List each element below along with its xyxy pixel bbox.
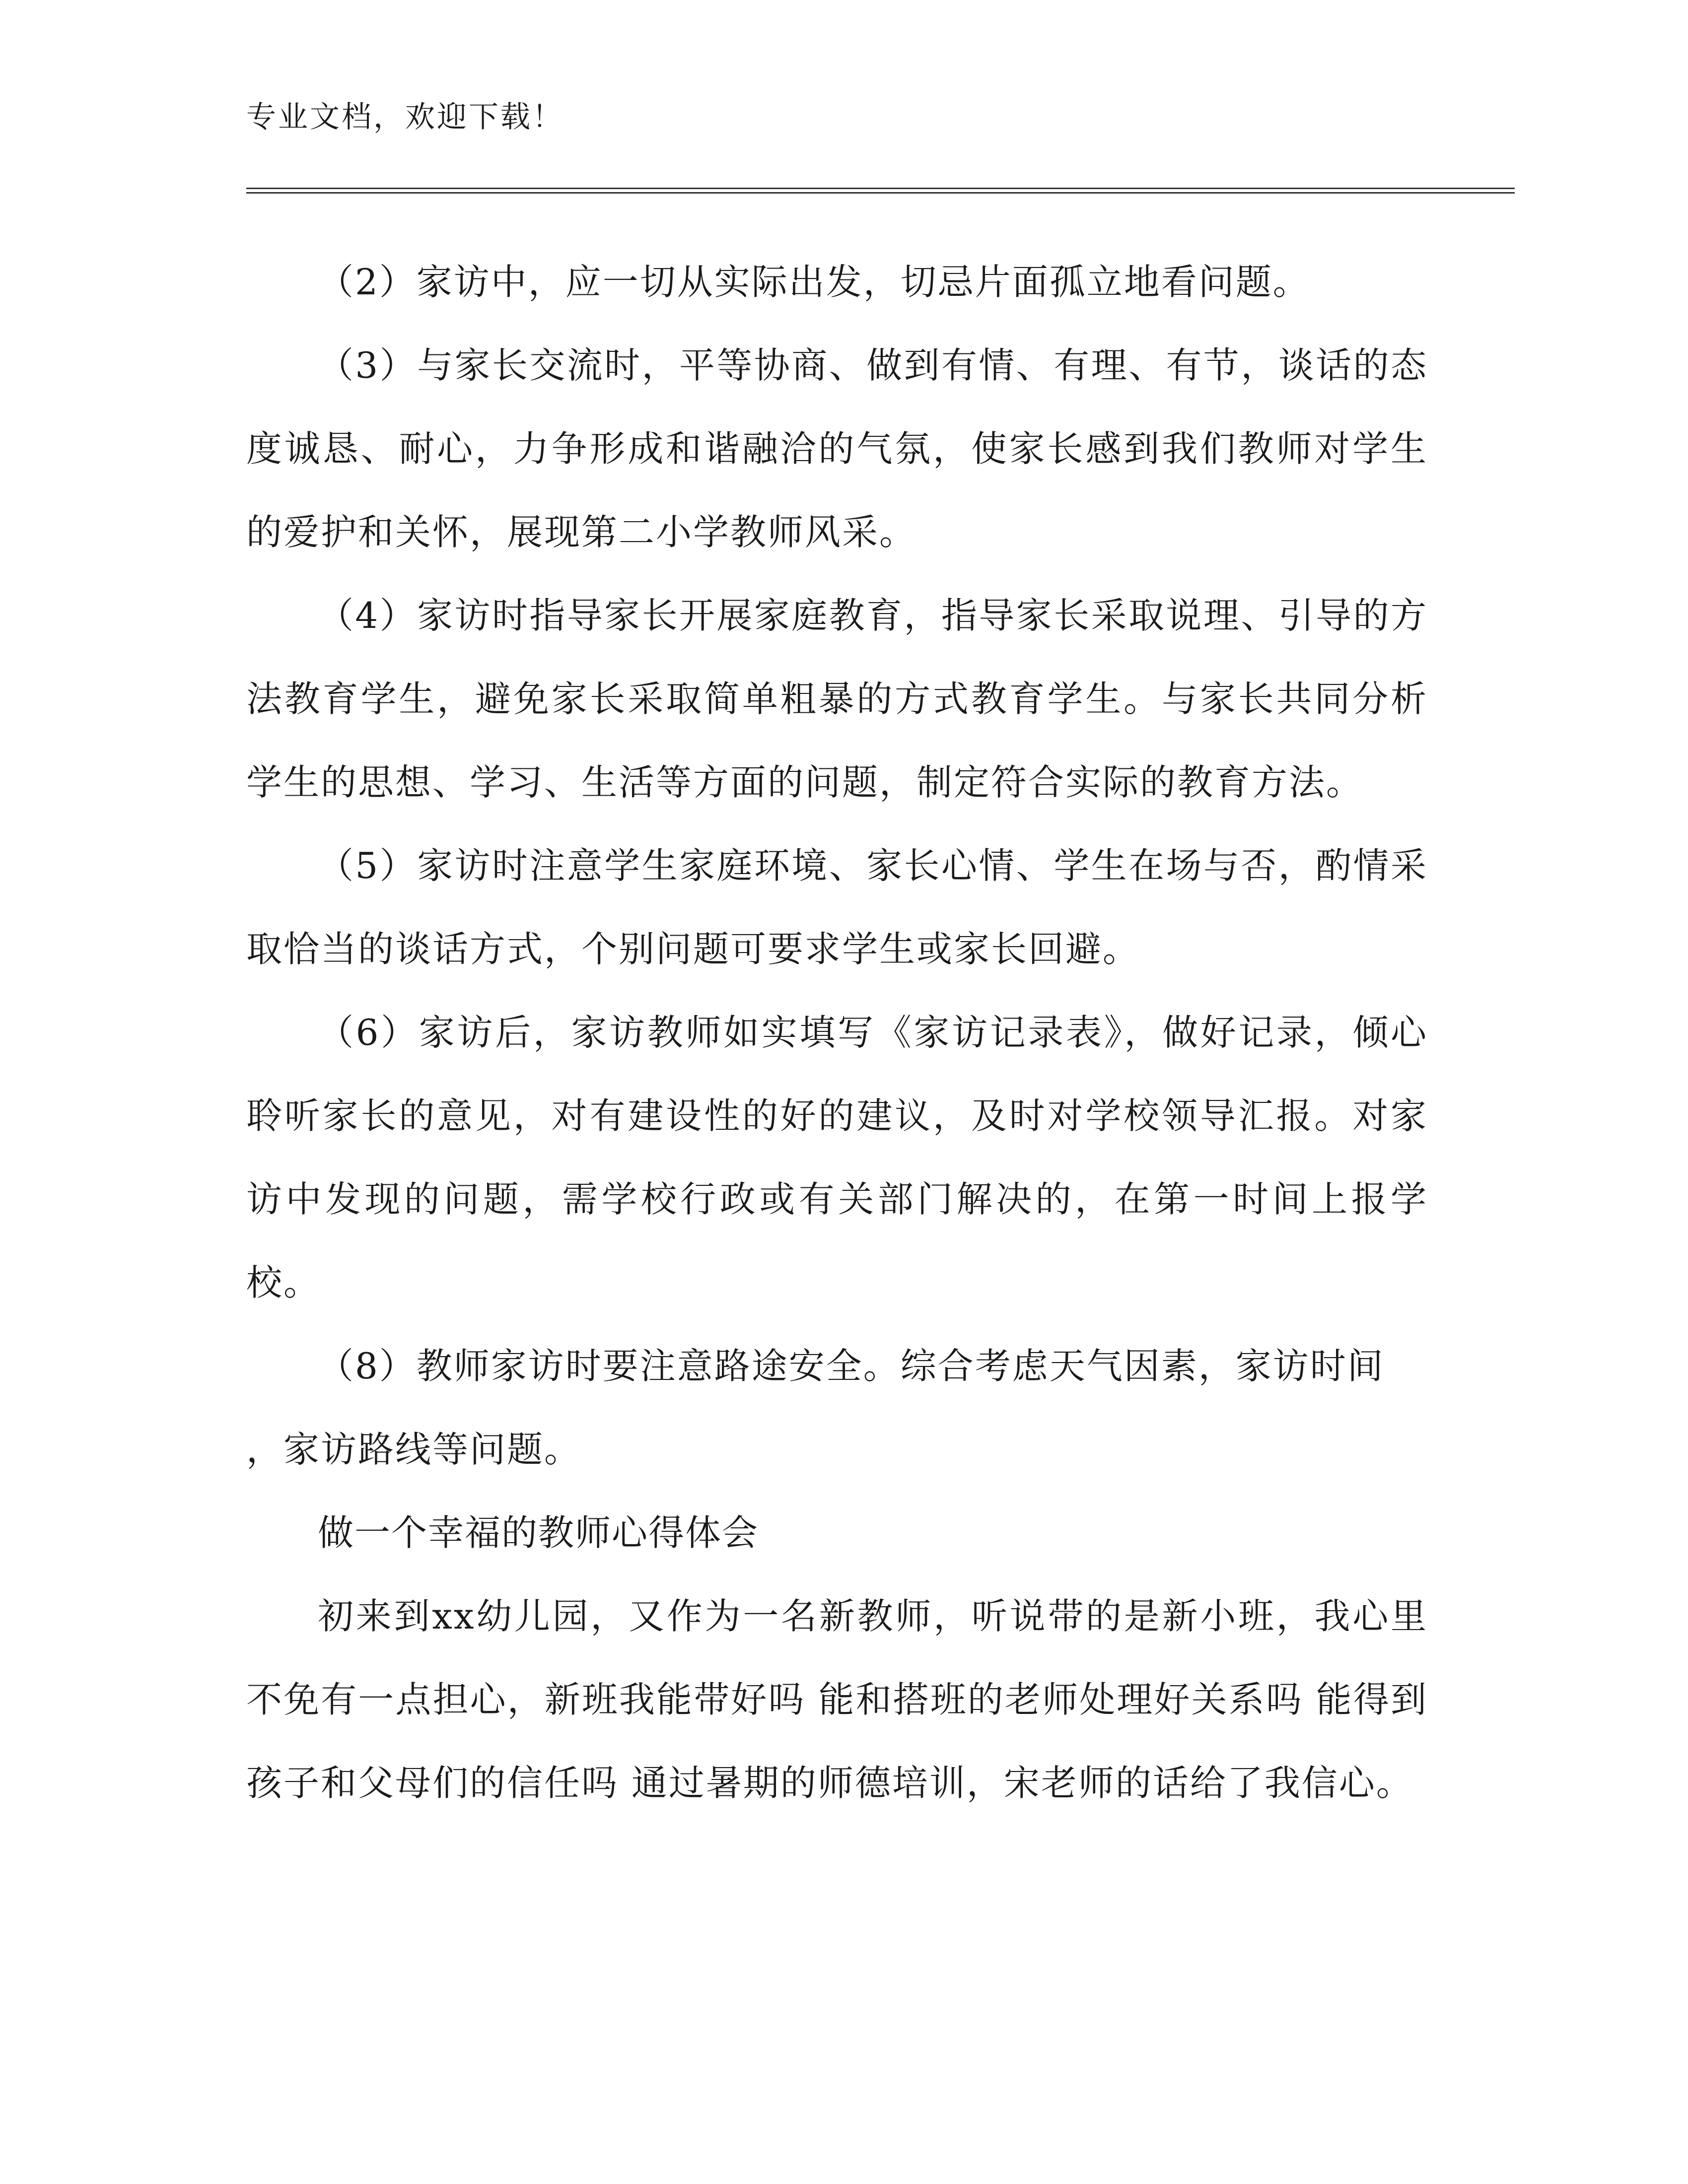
- paragraph-item-4: （4）家访时指导家长开展家庭教育，指导家长采取说理、引导的方法教育学生，避免家长采取简单粗暴的方式教育学生。与家长共同分析学生的思想、学习、生活等方面的问题，制定符合实际的教育方法。: [246, 595, 1428, 803]
- paragraph-item-3: （3）与家长交流时，平等协商、做到有情、有理、有节，谈话的态度诚恳、耐心，力争形成和谐融洽的气氛，使家长感到我们教师对学生的爱护和关怀，展现第二小学教师风采。: [246, 344, 1428, 553]
- document-body: [246, 240, 1428, 1825]
- page-header-text: 专业文档，欢迎下载！: [246, 100, 564, 135]
- section-heading: 做一个幸福的教师心得体会: [318, 1512, 759, 1554]
- section-body-paragraph: 初来到xx幼儿园，又作为一名新教师，听说带的是新小班，我心里不免有一点担心，新班我能带好吗 能和搭班的老师处理好关系吗 能得到孩子和父母们的信任吗 通过暑期的师德培训，宋老师的话给了我信心。: [246, 1595, 1428, 1804]
- paragraph-item-2: （2）家访中，应一切从实际出发，切忌片面孤立地看问题。: [318, 261, 1310, 303]
- header-divider: [246, 188, 1515, 194]
- paragraph-item-8: （8）教师家访时要注意路途安全。综合考虑天气因素，家访时间: [318, 1345, 1385, 1387]
- paragraph-item-8-continued: ，家访路线等问题。: [246, 1429, 582, 1470]
- paragraph-item-5: （5）家访时注意学生家庭环境、家长心情、学生在场与否，酌情采取恰当的谈话方式，个别问题可要求学生或家长回避。: [246, 845, 1428, 970]
- paragraph-item-6: （6）家访后，家访教师如实填写《家访记录表》，做好记录，倾心聆听家长的意见，对有建设性的好的建议，及时对学校领导汇报。对家访中发现的问题，需学校行政或有关部门解决的，在第一时间上报学校。: [246, 1012, 1428, 1303]
